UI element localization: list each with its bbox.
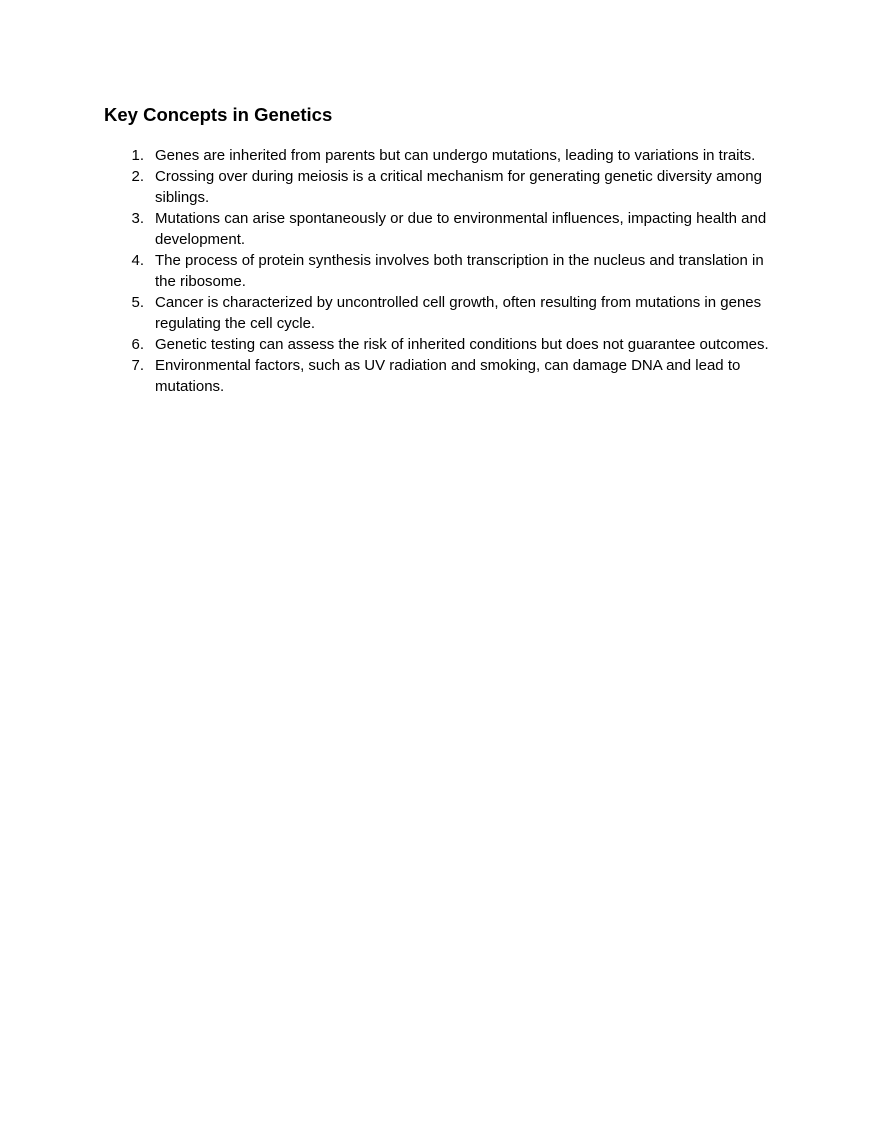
list-item: [104, 355, 784, 397]
list-item-number: 7.: [131, 357, 144, 374]
list-item-number: 3.: [131, 210, 144, 227]
document-title: Key Concepts in Genetics: [104, 104, 333, 125]
list-item: [104, 334, 784, 355]
list-item: [104, 292, 784, 334]
list-item-text: The process of protein synthesis involves both transcription in the nucleus and translation in the ribosome.: [155, 252, 764, 290]
list-item: [104, 145, 784, 166]
list-item-text: Mutations can arise spontaneously or due to environmental influences, impacting health and development.: [155, 210, 767, 248]
list-item-number: 4.: [131, 252, 144, 269]
list-item-number: 1.: [131, 147, 144, 164]
list-item-number: 2.: [131, 168, 144, 185]
list-item-text: Crossing over during meiosis is a critical mechanism for generating genetic diversity among siblings.: [155, 168, 762, 206]
list-item: [104, 166, 784, 208]
list-item: [104, 208, 784, 250]
list-item-text: Genetic testing can assess the risk of inherited conditions but does not guarantee outcomes.: [155, 336, 769, 353]
list-item-number: 5.: [131, 294, 144, 311]
list-item-text: Environmental factors, such as UV radiation and smoking, can damage DNA and lead to mutations.: [155, 357, 741, 395]
list-item-number: 6.: [131, 336, 144, 353]
list-item: [104, 250, 784, 292]
list-item-text: Genes are inherited from parents but can undergo mutations, leading to variations in traits.: [155, 147, 756, 164]
list-item-text: Cancer is characterized by uncontrolled cell growth, often resulting from mutations in genes regulating the cell cycle.: [155, 294, 762, 332]
concept-list: [104, 145, 784, 397]
